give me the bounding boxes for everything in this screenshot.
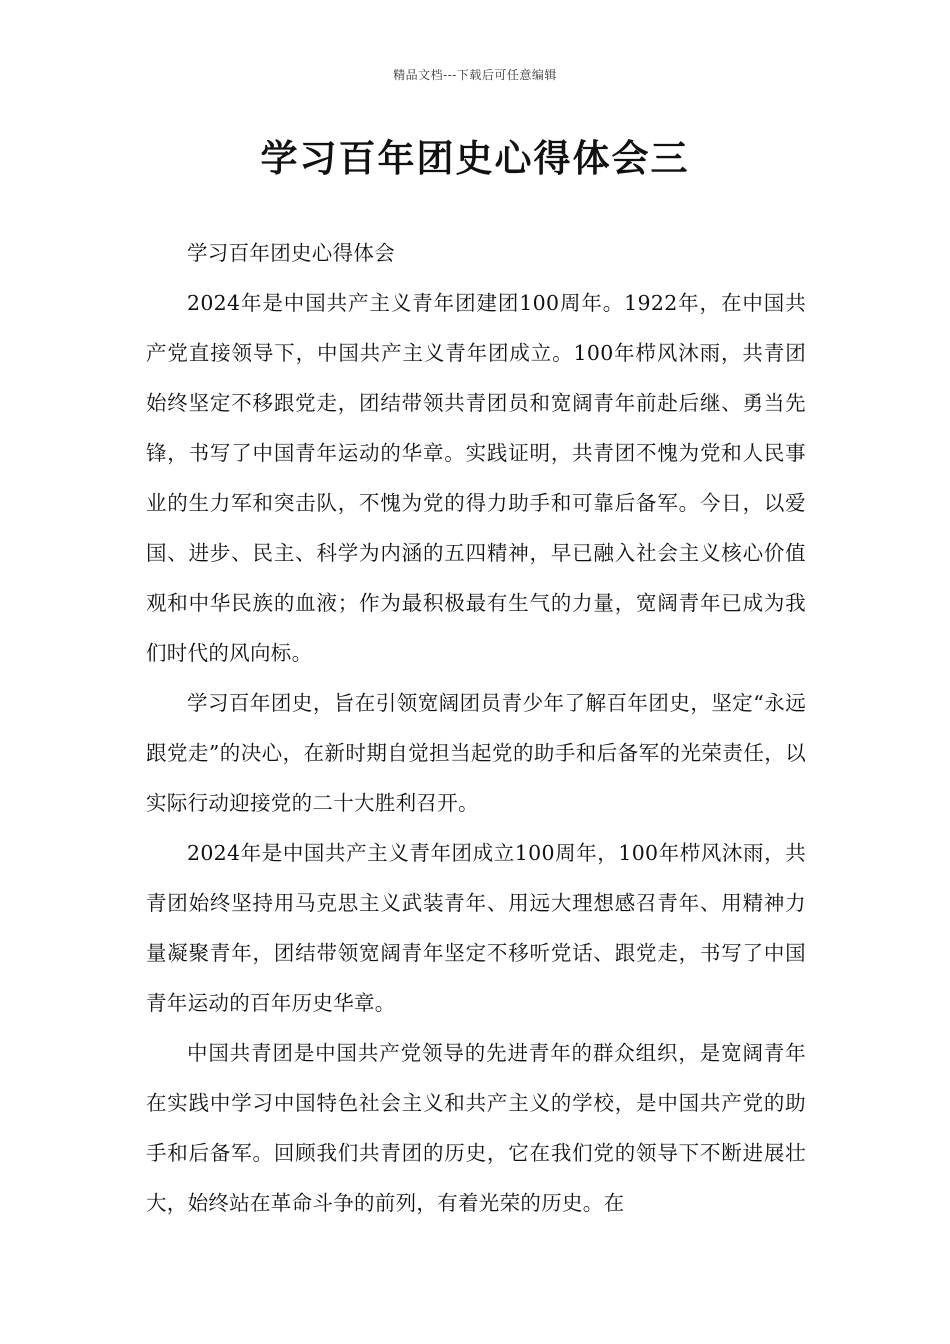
paragraph-1: 2024年是中国共产主义青年团建团100周年。1922年，在中国共产党直接领导下，中国共产主义青年团成立。100年栉风沐雨，共青团始终坚定不移跟党走，团结带领共青团员和宽阔青年前赴后继、勇当先锋，书写了中国青年运动的华章。实践证明，共青团不愧为党和人民事业的生力军和突击队，不愧为党的得力助手和可靠后备军。今日，以爱国、进步、民主、科学为内涵的五四精神，早已融入社会主义核心价值观和中华民族的血液；作为最积极最有生气的力量，宽阔青年已成为我们时代的风向标。 xyxy=(146,291,806,665)
paragraph-4: 中国共青团是中国共产党领导的先进青年的群众组织，是宽阔青年在实践中学习中国特色社会主义和共产主义的学校，是中国共产党的助手和后备军。回顾我们共青团的历史，它在我们党的领导下不断进展壮大，始终站在革命斗争的前列，有着光荣的历史。在 xyxy=(146,1041,806,1215)
document-body xyxy=(146,228,806,1228)
paragraph-3: 2024年是中国共产主义青年团成立100周年，100年栉风沐雨，共青团始终坚持用马克思主义武装青年、用远大理想感召青年、用精神力量凝聚青年，团结带领宽阔青年坚定不移听党话、跟党走，书写了中国青年运动的百年历史华章。 xyxy=(146,841,806,1015)
document-title: 学习百年团史心得体会三 xyxy=(260,137,690,180)
paragraph-subtitle: 学习百年团史心得体会 xyxy=(187,241,395,265)
header-note: 精品文档---下载后可任意编辑 xyxy=(393,68,557,82)
paragraph-2: 学习百年团史，旨在引领宽阔团员青少年了解百年团史，坚定“永远跟党走”的决心，在新时期自觉担当起党的助手和后备军的光荣责任，以实际行动迎接党的二十大胜利召开。 xyxy=(146,691,806,815)
